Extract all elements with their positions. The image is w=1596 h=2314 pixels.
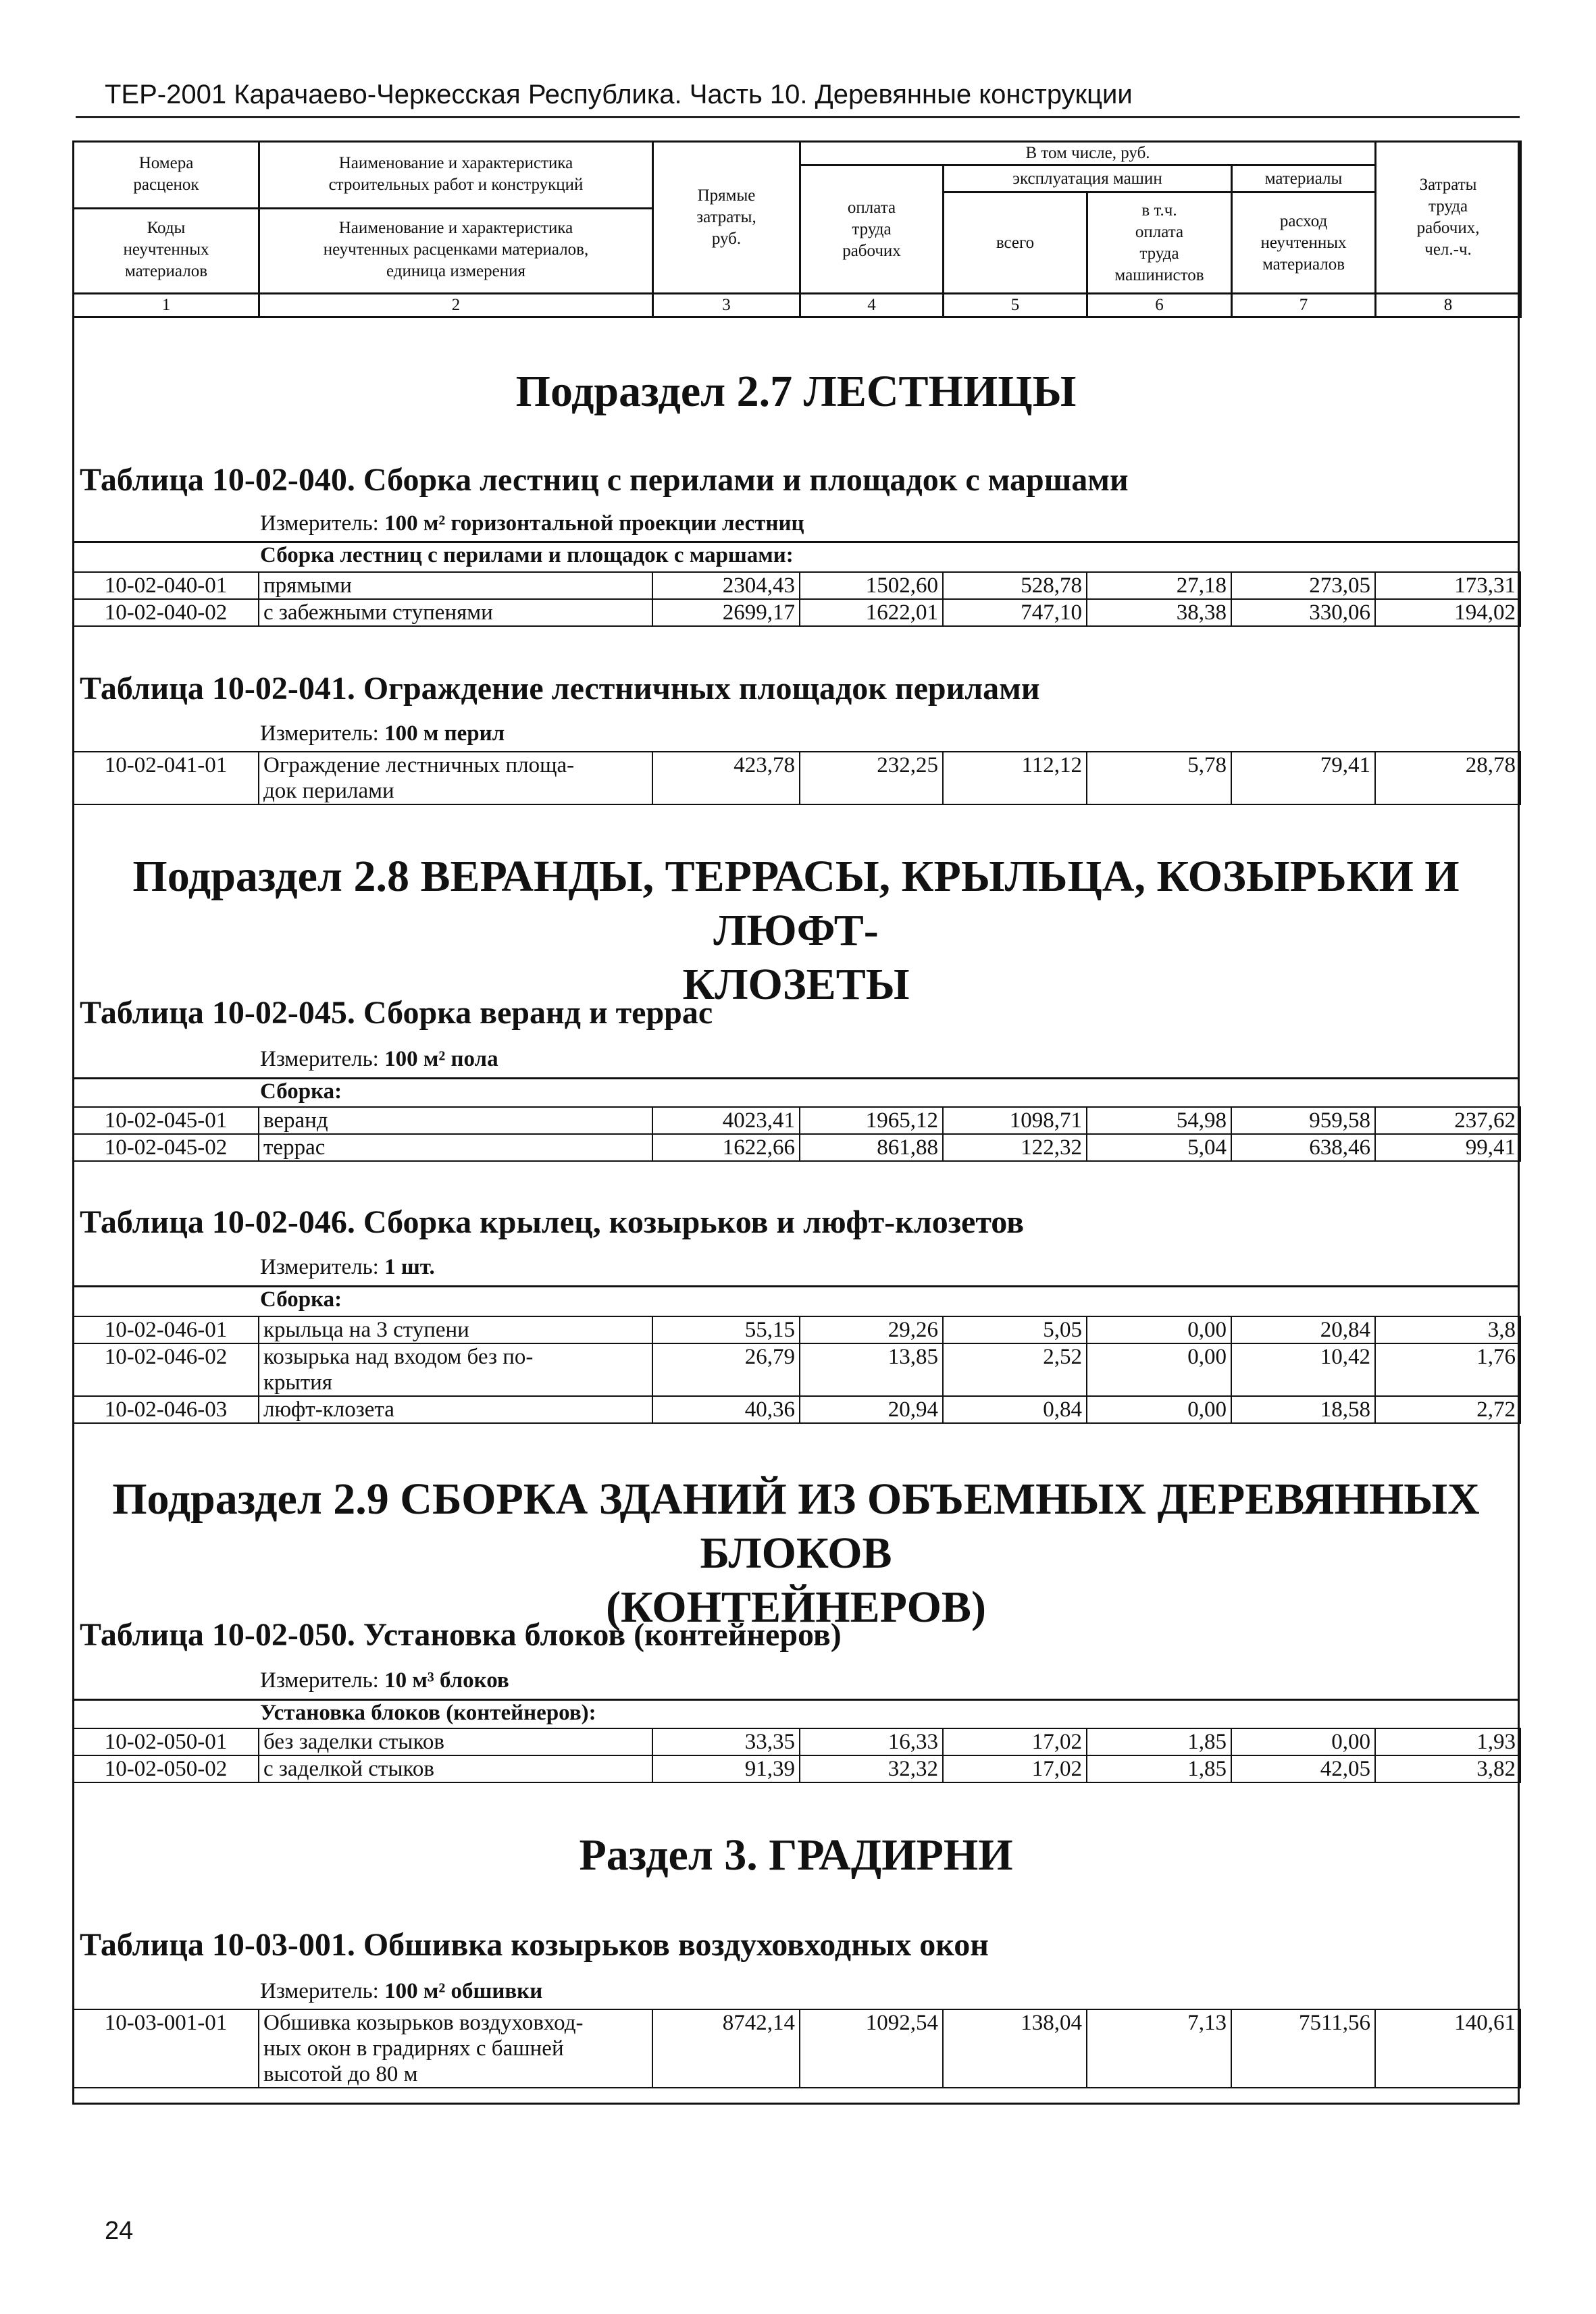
table-title: Таблица 10-03-001. Обшивка козырьков воздуховходных окон	[80, 1927, 989, 1963]
table-title: Таблица 10-02-040. Сборка лестниц с перилами и площадок с маршами	[80, 462, 1129, 498]
col-labor-costs-header: Затраты труда рабочих, чел.-ч.	[1376, 142, 1521, 294]
table-unit: Измеритель: 100 м² горизонтальной проекции лестниц	[260, 511, 804, 536]
rates-table	[72, 1106, 1521, 1162]
table-row: 10-02-046-03 люфт-клозета 40,36 20,94 0,84 0,00 18,58 2,72	[73, 1396, 1520, 1423]
rates-table	[72, 1728, 1521, 1783]
table-title: Таблица 10-02-041. Ограждение лестничных площадок перилами	[80, 671, 1040, 706]
col-name-header: Наименование и характеристика строительных работ и конструкций	[259, 142, 653, 209]
header-divider	[76, 116, 1520, 118]
section-title: Подраздел 2.9 СБОРКА ЗДАНИЙ ИЗ ОБЪЕМНЫХ ДЕРЕВЯННЫХ БЛОКОВ (КОНТЕЙНЕРОВ)	[112, 1474, 1480, 1632]
table-unit: Измеритель: 10 м³ блоков	[260, 1668, 509, 1693]
table-row: 10-02-046-02 козырька над входом без по- крытия 26,79 13,85 2,52 0,00 10,42 1,76	[73, 1343, 1520, 1396]
table-row: 10-02-041-01 Ограждение лестничных площа- док перилами 423,78 232,25 112,12 5,78 79,41 28,78	[73, 752, 1520, 804]
table-unit: Измеритель: 100 м² пола	[260, 1047, 498, 1071]
table-row: 10-02-050-01 без заделки стыков 33,35 16,33 17,02 1,85 0,00 1,93	[73, 1728, 1520, 1755]
col-machines-header: эксплуатация машин	[944, 165, 1232, 192]
col-number: 4	[800, 294, 944, 317]
col-codes-header-bottom: Коды неучтенных материалов	[74, 213, 259, 287]
page-number: 24	[105, 2217, 134, 2245]
col-number: 3	[653, 294, 800, 317]
table-subheading: Установка блоков (контейнеров):	[260, 1701, 596, 1725]
col-direct-costs-header: Прямые затраты, руб.	[653, 142, 800, 294]
col-number: 8	[1376, 294, 1521, 317]
section-title: Раздел 3. ГРАДИРНИ	[579, 1830, 1013, 1880]
col-machines-total-header: всего	[944, 192, 1087, 294]
table-subheading: Сборка:	[260, 1079, 342, 1104]
col-codes-header: Номера расценок	[74, 142, 259, 209]
section-title: Подраздел 2.7 ЛЕСТНИЦЫ	[515, 367, 1077, 416]
table-unit: Измеритель: 1 шт.	[260, 1255, 435, 1279]
table-row: 10-02-046-01 крыльца на 3 ступени 55,15 29,26 5,05 0,00 20,84 3,8	[73, 1316, 1520, 1343]
col-group-header: В том числе, руб.	[800, 142, 1376, 165]
table-title: Таблица 10-02-045. Сборка веранд и террас	[80, 995, 713, 1031]
rates-table	[72, 2009, 1521, 2088]
table-row: 10-03-001-01 Обшивка козырьков воздуховход- ных окон в градирнях с башней высотой до 80 м 8742,14 1092,54 138,04 7,13 7511,56 140,61	[73, 2009, 1520, 2088]
table-unit: Измеритель: 100 м перил	[260, 721, 505, 746]
table-row: 10-02-050-02 с заделкой стыков 91,39 32,32 17,02 1,85 42,05 3,82	[73, 1755, 1520, 1782]
col-number: 6	[1087, 294, 1232, 317]
col-wages-header: оплата труда рабочих	[800, 165, 944, 294]
rates-table	[72, 1316, 1521, 1424]
col-number: 7	[1232, 294, 1376, 317]
col-number: 5	[944, 294, 1087, 317]
col-number: 2	[259, 294, 653, 317]
col-machinist-wages-header: в т.ч. оплата труда машинистов	[1087, 192, 1232, 294]
page-header: ТЕР-2001 Карачаево-Черкесская Республика. Часть 10. Деревянные конструкции	[105, 80, 1133, 109]
column-header-table	[72, 140, 1522, 318]
table-title: Таблица 10-02-050. Установка блоков (контейнеров)	[80, 1617, 842, 1653]
col-materials-usage-header: расход неучтенных материалов	[1232, 192, 1376, 294]
table-subheading: Сборка:	[260, 1287, 342, 1312]
table-row: 10-02-040-01 прямыми 2304,43 1502,60 528,78 27,18 273,05 173,31	[73, 572, 1520, 599]
col-name-header-bottom: Наименование и характеристика неучтенных расценками материалов, единица измерения	[259, 213, 653, 287]
table-row: 10-02-045-01 веранд 4023,41 1965,12 1098,71 54,98 959,58 237,62	[73, 1107, 1520, 1134]
table-row: 10-02-045-02 террас 1622,66 861,88 122,32 5,04 638,46 99,41	[73, 1134, 1520, 1161]
col-number: 1	[74, 294, 259, 317]
rates-table	[72, 751, 1521, 805]
table-row: 10-02-040-02 с забежными ступенями 2699,17 1622,01 747,10 38,38 330,06 194,02	[73, 599, 1520, 626]
section-title: Подраздел 2.8 ВЕРАНДЫ, ТЕРРАСЫ, КРЫЛЬЦА, КОЗЫРЬКИ И ЛЮФТ- КЛОЗЕТЫ	[132, 852, 1460, 1009]
rates-table	[72, 571, 1521, 627]
table-unit: Измеритель: 100 м² обшивки	[260, 1979, 543, 2003]
col-materials-header: материалы	[1232, 165, 1376, 192]
table-subheading: Сборка лестниц с перилами и площадок с маршами:	[260, 543, 794, 567]
table-title: Таблица 10-02-046. Сборка крылец, козырьков и люфт-клозетов	[80, 1204, 1025, 1240]
